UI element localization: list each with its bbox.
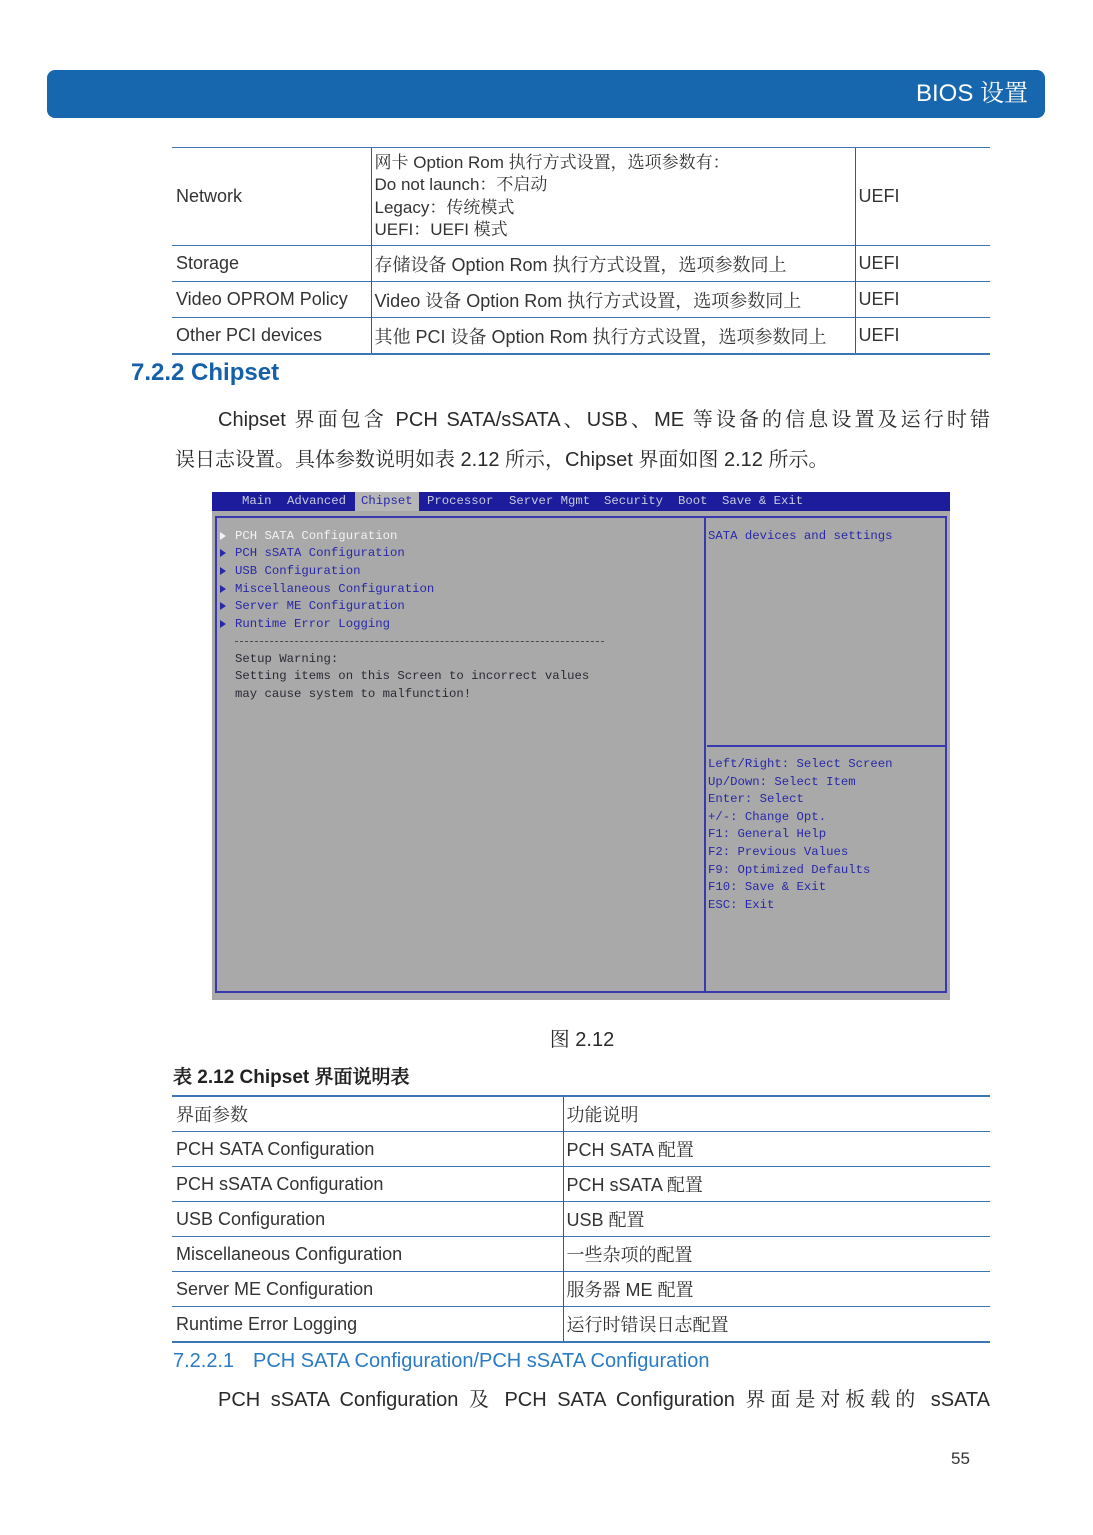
table-row [172,1202,990,1237]
bios-warning-title: Setup Warning: [235,652,339,666]
bios-menu-item-runtime-error-logging: Runtime Error Logging [235,617,390,631]
function-cell: 服务器 ME 配置 [563,1272,990,1307]
default-value-cell: UEFI [855,148,990,246]
parameter-cell: Other PCI devices [172,318,371,355]
column-header: 功能说明 [563,1096,990,1132]
table-row [172,148,990,246]
default-value-cell: UEFI [855,318,990,355]
bios-key-help: +/-: Change Opt. [708,810,827,824]
default-value-cell: UEFI [855,282,990,318]
intro-paragraph-line: Chipset 界面包含 PCH SATA/sSATA、USB、ME 等设备的信息设置及运行时错 [218,409,990,431]
description-cell: 其他 PCI 设备 Option Rom 执行方式设置，选项参数同上 [371,318,855,355]
description-cell [371,148,855,246]
triangle-right-icon [220,585,226,593]
bios-dashed-separator [235,641,604,642]
parameter-cell: Video OPROM Policy [172,282,371,318]
table-title: 表 2.12 Chipset 界面说明表 [173,1067,410,1088]
table-row [172,318,990,355]
parameter-cell: Runtime Error Logging [172,1307,563,1343]
triangle-right-icon [220,532,226,540]
chapter-header-bar [47,70,1045,118]
bios-tab-server-mgmt: Server Mgmt [509,494,591,508]
bios-chipset-screenshot [212,492,950,1000]
subsection-title: PCH SATA Configuration/PCH sSATA Configuration [253,1350,710,1372]
parameter-cell: Storage [172,246,371,282]
figure-caption: 图 2.12 [549,1029,615,1051]
bios-key-help: F2: Previous Values [708,845,849,859]
table-header-row [172,1096,990,1132]
option-rom-table [172,147,990,355]
table-row [172,1167,990,1202]
bios-menu-item-usb: USB Configuration [235,564,361,578]
bios-warning-line: Setting items on this Screen to incorrect values [235,669,590,683]
parameter-cell: PCH sSATA Configuration [172,1167,563,1202]
bios-tab-boot: Boot [678,494,708,508]
table-row [172,1237,990,1272]
bios-warning-line: may cause system to malfunction! [235,687,472,701]
section-heading: 7.2.2 Chipset [131,359,280,386]
bios-tab-save-exit: Save & Exit [722,494,804,508]
parameter-cell: USB Configuration [172,1202,563,1237]
description-line: Do not launch：不启动 [374,175,548,194]
bios-item-help: SATA devices and settings [708,529,893,543]
bios-menu-item-pch-sata: PCH SATA Configuration [235,529,398,543]
triangle-right-icon [220,620,226,628]
bios-help-separator [707,745,945,747]
parameter-cell: PCH SATA Configuration [172,1132,563,1167]
bios-key-help: Left/Right: Select Screen [708,757,893,771]
bios-key-help: ESC: Exit [708,898,775,912]
chapter-title: BIOS 设置 [915,80,1028,107]
parameter-cell: Network [172,148,371,246]
subsection-number: 7.2.2.1 [173,1350,235,1372]
function-cell: 运行时错误日志配置 [563,1307,990,1343]
page-number: 55 [951,1449,970,1468]
bios-key-help: F10: Save & Exit [708,880,827,894]
default-value-cell: UEFI [855,246,990,282]
bios-menu-bar [212,492,950,511]
table-row [172,246,990,282]
triangle-right-icon [220,602,226,610]
bios-key-help: F9: Optimized Defaults [708,863,871,877]
bios-tab-main: Main [242,494,272,508]
parameter-cell: Miscellaneous Configuration [172,1237,563,1272]
function-cell: PCH SATA 配置 [563,1132,990,1167]
bios-key-help: Enter: Select [708,792,804,806]
table-row [172,1272,990,1307]
description-line: UEFI：UEFI 模式 [374,220,508,239]
function-cell: 一些杂项的配置 [563,1237,990,1272]
function-cell: USB 配置 [563,1202,990,1237]
intro-paragraph-line: 误日志设置。具体参数说明如表 2.12 所示，Chipset 界面如图 2.12 所示。 [175,449,829,471]
bios-tab-chipset: Chipset [355,492,419,511]
table-row [172,282,990,318]
description-cell: Video 设备 Option Rom 执行方式设置，选项参数同上 [371,282,855,318]
bios-menu-item-pch-ssata: PCH sSATA Configuration [235,546,405,560]
function-cell: PCH sSATA 配置 [563,1167,990,1202]
table-row [172,1307,990,1343]
body-paragraph: PCH sSATA Configuration 及 PCH SATA Configuration 界面是对板载的 sSATA [218,1389,990,1411]
triangle-right-icon [220,549,226,557]
bios-key-help: Up/Down: Select Item [708,775,856,789]
bios-tab-advanced: Advanced [287,494,347,508]
chipset-parameter-table [172,1095,990,1343]
column-header: 界面参数 [172,1096,563,1132]
bios-tab-processor: Processor [427,494,494,508]
bios-menu-item-misc: Miscellaneous Configuration [235,582,435,596]
triangle-right-icon [220,567,226,575]
parameter-cell: Server ME Configuration [172,1272,563,1307]
bios-menu-item-server-me: Server ME Configuration [235,599,405,613]
description-cell: 存储设备 Option Rom 执行方式设置，选项参数同上 [371,246,855,282]
table-row [172,1132,990,1167]
description-line: Legacy：传统模式 [374,197,515,217]
description-line: 网卡 Option Rom 执行方式设置，选项参数有： [374,152,730,172]
bios-key-help: F1: General Help [708,827,827,841]
bios-tab-security: Security [604,494,664,508]
bios-panel-divider [704,516,706,993]
